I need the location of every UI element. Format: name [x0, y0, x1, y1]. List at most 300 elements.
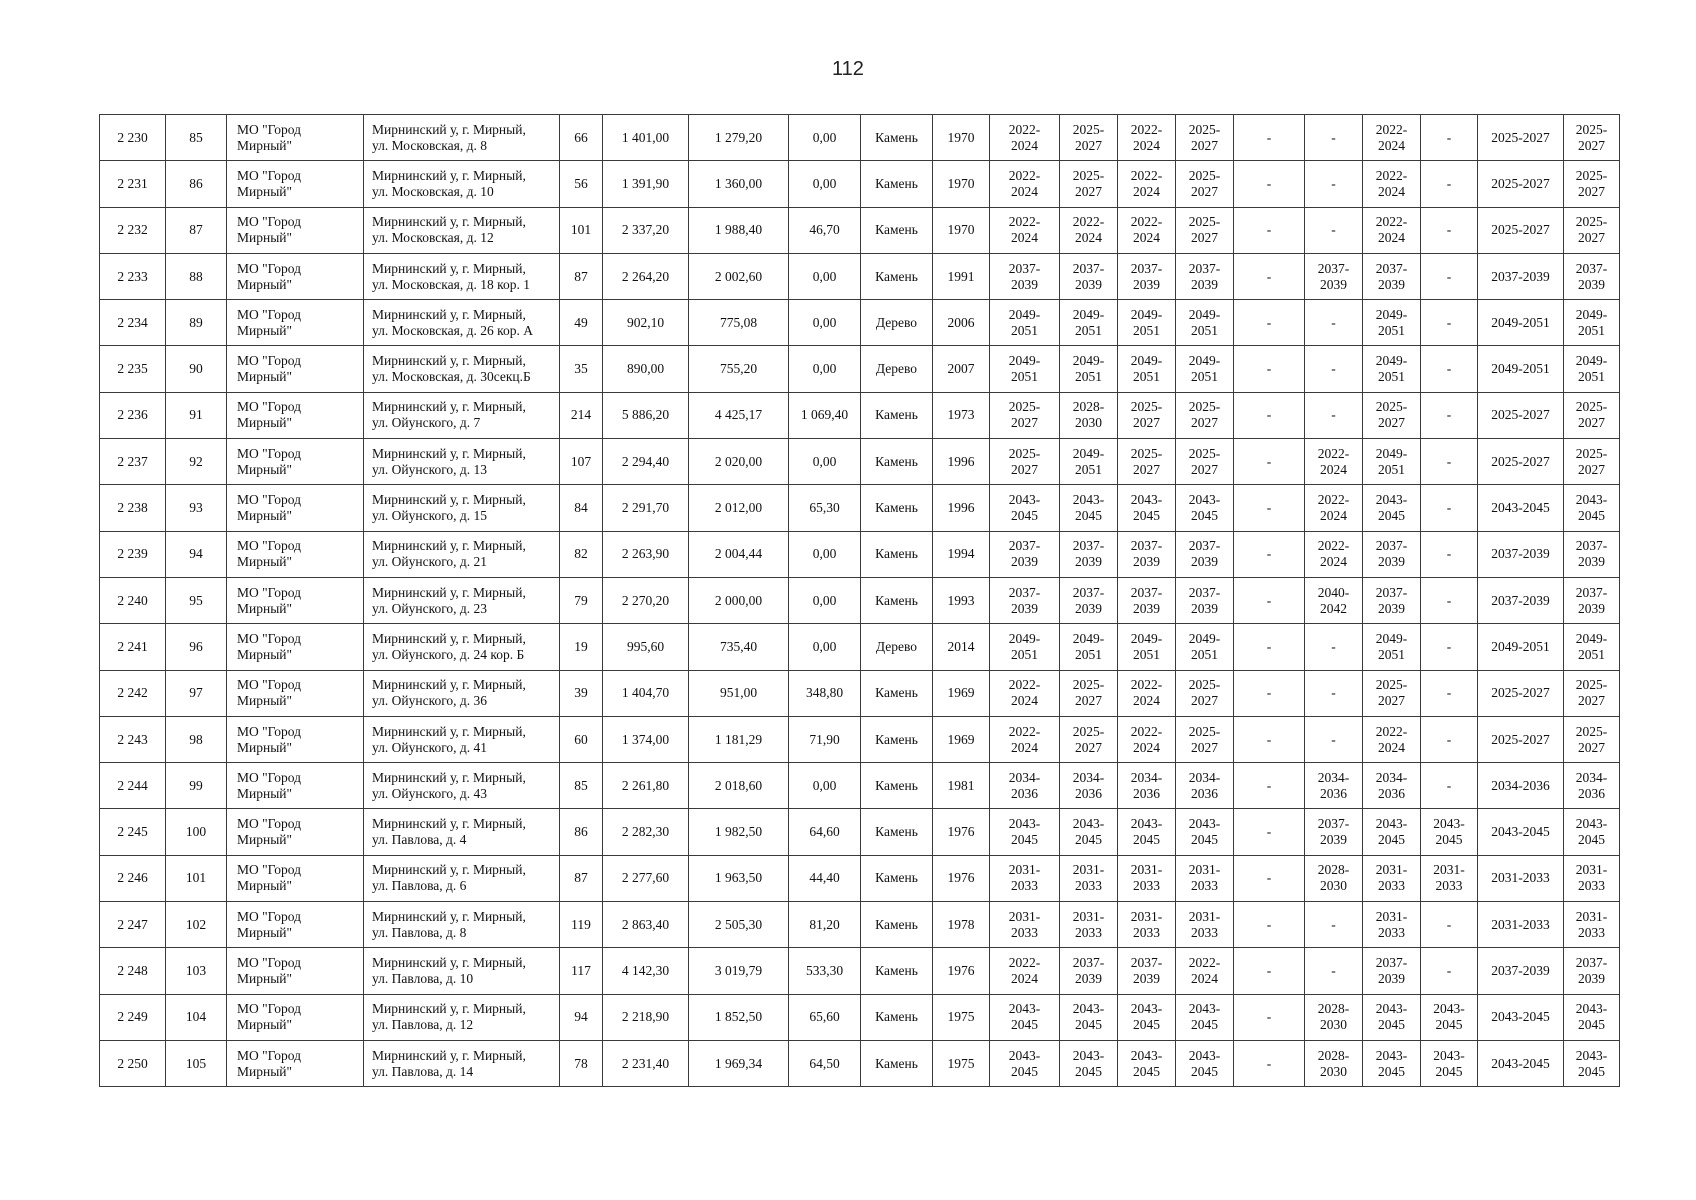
wall-material-cell: Камень — [861, 1040, 933, 1086]
nonresidential-area-cell: 65,30 — [789, 485, 861, 531]
work-period-2-cell: 2049- 2051 — [1060, 346, 1118, 392]
work-period-6-cell: 2022- 2024 — [1305, 485, 1363, 531]
work-period-10-cell: 2025- 2027 — [1564, 670, 1620, 716]
work-period-8-cell: 2031- 2033 — [1421, 855, 1478, 901]
municipality-cell: МО "Город Мирный" — [227, 439, 364, 485]
work-period-8-cell: 2043- 2045 — [1421, 994, 1478, 1040]
municipality-cell: МО "Город Мирный" — [227, 161, 364, 207]
work-period-1-cell: 2037- 2039 — [990, 253, 1060, 299]
total-area-cell: 2 263,90 — [603, 531, 689, 577]
municipality-cell: МО "Город Мирный" — [227, 716, 364, 762]
work-period-5-cell: - — [1234, 809, 1305, 855]
work-period-5-cell: - — [1234, 716, 1305, 762]
work-period-1-cell: 2031- 2033 — [990, 902, 1060, 948]
work-period-10-cell: 2031- 2033 — [1564, 855, 1620, 901]
work-period-2-cell: 2031- 2033 — [1060, 902, 1118, 948]
work-period-2-cell: 2031- 2033 — [1060, 855, 1118, 901]
address-cell: Мирнинский у, г. Мирный, ул. Ойунского, д. 13 — [364, 439, 560, 485]
registry-number-cell: 2 230 — [100, 115, 166, 161]
table-row — [100, 439, 1620, 485]
work-period-1-cell: 2037- 2039 — [990, 531, 1060, 577]
wall-material-cell: Камень — [861, 948, 933, 994]
municipality-cell: МО "Город Мирный" — [227, 207, 364, 253]
table-body — [100, 115, 1620, 1087]
residents-cell: 101 — [560, 207, 603, 253]
wall-material-cell: Камень — [861, 253, 933, 299]
work-period-5-cell: - — [1234, 346, 1305, 392]
nonresidential-area-cell: 64,50 — [789, 1040, 861, 1086]
wall-material-cell: Камень — [861, 392, 933, 438]
work-period-8-cell: - — [1421, 253, 1478, 299]
nonresidential-area-cell: 0,00 — [789, 763, 861, 809]
work-period-6-cell: 2022- 2024 — [1305, 439, 1363, 485]
work-period-10-cell: 2031- 2033 — [1564, 902, 1620, 948]
row-index-cell: 102 — [166, 902, 227, 948]
build-year-cell: 1969 — [933, 716, 990, 762]
municipality-cell: МО "Город Мирный" — [227, 300, 364, 346]
build-year-cell: 1975 — [933, 994, 990, 1040]
registry-number-cell: 2 233 — [100, 253, 166, 299]
work-period-9-cell: 2025-2027 — [1478, 439, 1564, 485]
residential-area-cell: 4 425,17 — [689, 392, 789, 438]
build-year-cell: 1993 — [933, 577, 990, 623]
work-period-9-cell: 2031-2033 — [1478, 855, 1564, 901]
work-period-7-cell: 2043- 2045 — [1363, 485, 1421, 531]
work-period-1-cell: 2037- 2039 — [990, 577, 1060, 623]
work-period-8-cell: 2043- 2045 — [1421, 1040, 1478, 1086]
work-period-2-cell: 2025- 2027 — [1060, 670, 1118, 716]
work-period-9-cell: 2043-2045 — [1478, 1040, 1564, 1086]
address-cell: Мирнинский у, г. Мирный, ул. Павлова, д. 14 — [364, 1040, 560, 1086]
work-period-6-cell: - — [1305, 902, 1363, 948]
address-cell: Мирнинский у, г. Мирный, ул. Ойунского, д. 41 — [364, 716, 560, 762]
work-period-3-cell: 2049- 2051 — [1118, 346, 1176, 392]
build-year-cell: 2007 — [933, 346, 990, 392]
work-period-1-cell: 2022- 2024 — [990, 115, 1060, 161]
row-index-cell: 96 — [166, 624, 227, 670]
row-index-cell: 89 — [166, 300, 227, 346]
work-period-3-cell: 2025- 2027 — [1118, 439, 1176, 485]
work-period-2-cell: 2028- 2030 — [1060, 392, 1118, 438]
municipality-cell: МО "Город Мирный" — [227, 115, 364, 161]
nonresidential-area-cell: 71,90 — [789, 716, 861, 762]
work-period-9-cell: 2049-2051 — [1478, 346, 1564, 392]
nonresidential-area-cell: 0,00 — [789, 253, 861, 299]
nonresidential-area-cell: 65,60 — [789, 994, 861, 1040]
wall-material-cell: Дерево — [861, 624, 933, 670]
work-period-8-cell: - — [1421, 207, 1478, 253]
build-year-cell: 1976 — [933, 855, 990, 901]
residents-cell: 107 — [560, 439, 603, 485]
work-period-7-cell: 2031- 2033 — [1363, 855, 1421, 901]
work-period-1-cell: 2022- 2024 — [990, 716, 1060, 762]
total-area-cell: 1 401,00 — [603, 115, 689, 161]
address-cell: Мирнинский у, г. Мирный, ул. Ойунского, д. 7 — [364, 392, 560, 438]
work-period-10-cell: 2025- 2027 — [1564, 439, 1620, 485]
work-period-5-cell: - — [1234, 577, 1305, 623]
work-period-6-cell: 2040- 2042 — [1305, 577, 1363, 623]
work-period-4-cell: 2043- 2045 — [1176, 485, 1234, 531]
work-period-5-cell: - — [1234, 1040, 1305, 1086]
work-period-3-cell: 2034- 2036 — [1118, 763, 1176, 809]
work-period-7-cell: 2025- 2027 — [1363, 392, 1421, 438]
residential-area-cell: 1 181,29 — [689, 716, 789, 762]
wall-material-cell: Дерево — [861, 346, 933, 392]
total-area-cell: 2 277,60 — [603, 855, 689, 901]
work-period-8-cell: - — [1421, 346, 1478, 392]
table-row — [100, 763, 1620, 809]
table-row — [100, 948, 1620, 994]
residential-area-cell: 755,20 — [689, 346, 789, 392]
row-index-cell: 87 — [166, 207, 227, 253]
municipality-cell: МО "Город Мирный" — [227, 531, 364, 577]
work-period-2-cell: 2049- 2051 — [1060, 300, 1118, 346]
nonresidential-area-cell: 0,00 — [789, 346, 861, 392]
work-period-9-cell: 2034-2036 — [1478, 763, 1564, 809]
work-period-10-cell: 2043- 2045 — [1564, 1040, 1620, 1086]
row-index-cell: 97 — [166, 670, 227, 716]
page-number: 112 — [832, 58, 864, 80]
work-period-9-cell: 2025-2027 — [1478, 392, 1564, 438]
address-cell: Мирнинский у, г. Мирный, ул. Московская, д. 30секц.Б — [364, 346, 560, 392]
build-year-cell: 1978 — [933, 902, 990, 948]
residential-area-cell: 735,40 — [689, 624, 789, 670]
work-period-3-cell: 2022- 2024 — [1118, 207, 1176, 253]
registry-number-cell: 2 240 — [100, 577, 166, 623]
work-period-10-cell: 2025- 2027 — [1564, 207, 1620, 253]
build-year-cell: 1976 — [933, 948, 990, 994]
work-period-5-cell: - — [1234, 485, 1305, 531]
build-year-cell: 1969 — [933, 670, 990, 716]
total-area-cell: 2 294,40 — [603, 439, 689, 485]
table-row — [100, 994, 1620, 1040]
work-period-10-cell: 2043- 2045 — [1564, 485, 1620, 531]
work-period-10-cell: 2049- 2051 — [1564, 346, 1620, 392]
work-period-1-cell: 2025- 2027 — [990, 439, 1060, 485]
residents-cell: 119 — [560, 902, 603, 948]
work-period-6-cell: - — [1305, 670, 1363, 716]
work-period-8-cell: - — [1421, 624, 1478, 670]
work-period-3-cell: 2022- 2024 — [1118, 161, 1176, 207]
work-period-6-cell: 2022- 2024 — [1305, 531, 1363, 577]
work-period-7-cell: 2049- 2051 — [1363, 624, 1421, 670]
registry-number-cell: 2 231 — [100, 161, 166, 207]
work-period-8-cell: - — [1421, 948, 1478, 994]
work-period-4-cell: 2025- 2027 — [1176, 115, 1234, 161]
residents-cell: 86 — [560, 809, 603, 855]
work-period-1-cell: 2022- 2024 — [990, 948, 1060, 994]
work-period-6-cell: 2028- 2030 — [1305, 1040, 1363, 1086]
table-row — [100, 670, 1620, 716]
work-period-3-cell: 2043- 2045 — [1118, 485, 1176, 531]
work-period-2-cell: 2043- 2045 — [1060, 485, 1118, 531]
work-period-6-cell: - — [1305, 300, 1363, 346]
nonresidential-area-cell: 533,30 — [789, 948, 861, 994]
work-period-2-cell: 2025- 2027 — [1060, 115, 1118, 161]
work-period-10-cell: 2025- 2027 — [1564, 115, 1620, 161]
work-period-7-cell: 2043- 2045 — [1363, 994, 1421, 1040]
residents-cell: 117 — [560, 948, 603, 994]
work-period-8-cell: - — [1421, 485, 1478, 531]
build-year-cell: 2006 — [933, 300, 990, 346]
municipality-cell: МО "Город Мирный" — [227, 670, 364, 716]
address-cell: Мирнинский у, г. Мирный, ул. Ойунского, д. 23 — [364, 577, 560, 623]
registry-number-cell: 2 247 — [100, 902, 166, 948]
work-period-10-cell: 2037- 2039 — [1564, 948, 1620, 994]
work-period-7-cell: 2025- 2027 — [1363, 670, 1421, 716]
work-period-2-cell: 2037- 2039 — [1060, 577, 1118, 623]
address-cell: Мирнинский у, г. Мирный, ул. Московская, д. 26 кор. А — [364, 300, 560, 346]
work-period-1-cell: 2049- 2051 — [990, 624, 1060, 670]
table-row — [100, 161, 1620, 207]
address-cell: Мирнинский у, г. Мирный, ул. Ойунского, д. 15 — [364, 485, 560, 531]
work-period-6-cell: - — [1305, 161, 1363, 207]
work-period-7-cell: 2037- 2039 — [1363, 253, 1421, 299]
address-cell: Мирнинский у, г. Мирный, ул. Павлова, д. 4 — [364, 809, 560, 855]
work-period-10-cell: 2025- 2027 — [1564, 161, 1620, 207]
work-period-7-cell: 2037- 2039 — [1363, 531, 1421, 577]
table-row — [100, 855, 1620, 901]
work-period-2-cell: 2043- 2045 — [1060, 809, 1118, 855]
work-period-1-cell: 2049- 2051 — [990, 346, 1060, 392]
work-period-8-cell: 2043- 2045 — [1421, 809, 1478, 855]
residential-area-cell: 1 988,40 — [689, 207, 789, 253]
row-index-cell: 93 — [166, 485, 227, 531]
work-period-8-cell: - — [1421, 577, 1478, 623]
work-period-3-cell: 2022- 2024 — [1118, 716, 1176, 762]
work-period-4-cell: 2031- 2033 — [1176, 855, 1234, 901]
municipality-cell: МО "Город Мирный" — [227, 902, 364, 948]
residential-area-cell: 1 982,50 — [689, 809, 789, 855]
municipality-cell: МО "Город Мирный" — [227, 577, 364, 623]
table-row — [100, 577, 1620, 623]
nonresidential-area-cell: 0,00 — [789, 439, 861, 485]
work-period-8-cell: - — [1421, 902, 1478, 948]
wall-material-cell: Камень — [861, 809, 933, 855]
work-period-1-cell: 2031- 2033 — [990, 855, 1060, 901]
work-period-1-cell: 2034- 2036 — [990, 763, 1060, 809]
residents-cell: 49 — [560, 300, 603, 346]
row-index-cell: 95 — [166, 577, 227, 623]
residential-area-cell: 1 279,20 — [689, 115, 789, 161]
total-area-cell: 2 863,40 — [603, 902, 689, 948]
work-period-7-cell: 2022- 2024 — [1363, 716, 1421, 762]
row-index-cell: 94 — [166, 531, 227, 577]
row-index-cell: 104 — [166, 994, 227, 1040]
wall-material-cell: Камень — [861, 161, 933, 207]
municipality-cell: МО "Город Мирный" — [227, 624, 364, 670]
work-period-1-cell: 2043- 2045 — [990, 485, 1060, 531]
work-period-3-cell: 2037- 2039 — [1118, 253, 1176, 299]
residential-area-cell: 2 004,44 — [689, 531, 789, 577]
work-period-6-cell: - — [1305, 948, 1363, 994]
work-period-9-cell: 2037-2039 — [1478, 948, 1564, 994]
registry-number-cell: 2 248 — [100, 948, 166, 994]
nonresidential-area-cell: 0,00 — [789, 161, 861, 207]
nonresidential-area-cell: 0,00 — [789, 531, 861, 577]
municipality-cell: МО "Город Мирный" — [227, 948, 364, 994]
address-cell: Мирнинский у, г. Мирный, ул. Павлова, д. 12 — [364, 994, 560, 1040]
work-period-5-cell: - — [1234, 300, 1305, 346]
work-period-3-cell: 2049- 2051 — [1118, 300, 1176, 346]
work-period-8-cell: - — [1421, 531, 1478, 577]
work-period-7-cell: 2049- 2051 — [1363, 439, 1421, 485]
registry-number-cell: 2 250 — [100, 1040, 166, 1086]
work-period-5-cell: - — [1234, 670, 1305, 716]
work-period-9-cell: 2043-2045 — [1478, 809, 1564, 855]
work-period-7-cell: 2043- 2045 — [1363, 809, 1421, 855]
work-period-5-cell: - — [1234, 531, 1305, 577]
municipality-cell: МО "Город Мирный" — [227, 485, 364, 531]
build-year-cell: 1981 — [933, 763, 990, 809]
residential-area-cell: 2 505,30 — [689, 902, 789, 948]
work-period-3-cell: 2043- 2045 — [1118, 809, 1176, 855]
nonresidential-area-cell: 0,00 — [789, 624, 861, 670]
work-period-4-cell: 2025- 2027 — [1176, 207, 1234, 253]
nonresidential-area-cell: 0,00 — [789, 577, 861, 623]
row-index-cell: 101 — [166, 855, 227, 901]
table-row — [100, 392, 1620, 438]
work-period-6-cell: - — [1305, 115, 1363, 161]
wall-material-cell: Камень — [861, 670, 933, 716]
row-index-cell: 88 — [166, 253, 227, 299]
row-index-cell: 85 — [166, 115, 227, 161]
municipality-cell: МО "Город Мирный" — [227, 994, 364, 1040]
wall-material-cell: Камень — [861, 485, 933, 531]
total-area-cell: 2 231,40 — [603, 1040, 689, 1086]
municipality-cell: МО "Город Мирный" — [227, 763, 364, 809]
residential-area-cell: 951,00 — [689, 670, 789, 716]
work-period-4-cell: 2022- 2024 — [1176, 948, 1234, 994]
work-period-4-cell: 2025- 2027 — [1176, 392, 1234, 438]
work-period-6-cell: 2037- 2039 — [1305, 253, 1363, 299]
build-year-cell: 1973 — [933, 392, 990, 438]
residential-area-cell: 2 020,00 — [689, 439, 789, 485]
total-area-cell: 5 886,20 — [603, 392, 689, 438]
wall-material-cell: Камень — [861, 994, 933, 1040]
work-period-4-cell: 2037- 2039 — [1176, 531, 1234, 577]
wall-material-cell: Камень — [861, 115, 933, 161]
work-period-10-cell: 2043- 2045 — [1564, 994, 1620, 1040]
address-cell: Мирнинский у, г. Мирный, ул. Ойунского, д. 24 кор. Б — [364, 624, 560, 670]
work-period-6-cell: 2034- 2036 — [1305, 763, 1363, 809]
municipality-cell: МО "Город Мирный" — [227, 392, 364, 438]
row-index-cell: 98 — [166, 716, 227, 762]
work-period-8-cell: - — [1421, 161, 1478, 207]
address-cell: Мирнинский у, г. Мирный, ул. Московская, д. 12 — [364, 207, 560, 253]
total-area-cell: 2 261,80 — [603, 763, 689, 809]
build-year-cell: 1996 — [933, 439, 990, 485]
total-area-cell: 902,10 — [603, 300, 689, 346]
row-index-cell: 90 — [166, 346, 227, 392]
table-row — [100, 624, 1620, 670]
residential-area-cell: 1 360,00 — [689, 161, 789, 207]
work-period-5-cell: - — [1234, 948, 1305, 994]
residents-cell: 82 — [560, 531, 603, 577]
work-period-2-cell: 2043- 2045 — [1060, 1040, 1118, 1086]
registry-number-cell: 2 237 — [100, 439, 166, 485]
registry-number-cell: 2 242 — [100, 670, 166, 716]
registry-number-cell: 2 232 — [100, 207, 166, 253]
registry-number-cell: 2 234 — [100, 300, 166, 346]
row-index-cell: 105 — [166, 1040, 227, 1086]
wall-material-cell: Камень — [861, 716, 933, 762]
municipality-cell: МО "Город Мирный" — [227, 1040, 364, 1086]
residents-cell: 35 — [560, 346, 603, 392]
work-period-9-cell: 2049-2051 — [1478, 624, 1564, 670]
work-period-4-cell: 2043- 2045 — [1176, 809, 1234, 855]
work-period-7-cell: 2022- 2024 — [1363, 207, 1421, 253]
residents-cell: 87 — [560, 855, 603, 901]
work-period-8-cell: - — [1421, 115, 1478, 161]
work-period-3-cell: 2043- 2045 — [1118, 1040, 1176, 1086]
residential-area-cell: 2 002,60 — [689, 253, 789, 299]
total-area-cell: 2 337,20 — [603, 207, 689, 253]
table-row — [100, 902, 1620, 948]
wall-material-cell: Камень — [861, 855, 933, 901]
build-year-cell: 1970 — [933, 115, 990, 161]
work-period-9-cell: 2043-2045 — [1478, 485, 1564, 531]
address-cell: Мирнинский у, г. Мирный, ул. Московская, д. 8 — [364, 115, 560, 161]
work-period-1-cell: 2022- 2024 — [990, 207, 1060, 253]
work-period-10-cell: 2049- 2051 — [1564, 624, 1620, 670]
municipality-cell: МО "Город Мирный" — [227, 809, 364, 855]
address-cell: Мирнинский у, г. Мирный, ул. Павлова, д. 8 — [364, 902, 560, 948]
residents-cell: 19 — [560, 624, 603, 670]
table-row — [100, 346, 1620, 392]
work-period-7-cell: 2031- 2033 — [1363, 902, 1421, 948]
residents-cell: 79 — [560, 577, 603, 623]
work-period-4-cell: 2043- 2045 — [1176, 994, 1234, 1040]
work-period-7-cell: 2022- 2024 — [1363, 161, 1421, 207]
municipality-cell: МО "Город Мирный" — [227, 253, 364, 299]
work-period-4-cell: 2049- 2051 — [1176, 624, 1234, 670]
address-cell: Мирнинский у, г. Мирный, ул. Ойунского, д. 21 — [364, 531, 560, 577]
residential-area-cell: 2 018,60 — [689, 763, 789, 809]
work-period-2-cell: 2037- 2039 — [1060, 948, 1118, 994]
work-period-2-cell: 2049- 2051 — [1060, 439, 1118, 485]
wall-material-cell: Камень — [861, 531, 933, 577]
build-year-cell: 1991 — [933, 253, 990, 299]
work-period-4-cell: 2049- 2051 — [1176, 346, 1234, 392]
work-period-9-cell: 2049-2051 — [1478, 300, 1564, 346]
work-period-5-cell: - — [1234, 763, 1305, 809]
residents-cell: 87 — [560, 253, 603, 299]
work-period-7-cell: 2034- 2036 — [1363, 763, 1421, 809]
work-period-9-cell: 2037-2039 — [1478, 577, 1564, 623]
work-period-10-cell: 2034- 2036 — [1564, 763, 1620, 809]
build-year-cell: 1970 — [933, 207, 990, 253]
nonresidential-area-cell: 348,80 — [789, 670, 861, 716]
registry-number-cell: 2 239 — [100, 531, 166, 577]
municipality-cell: МО "Город Мирный" — [227, 855, 364, 901]
residential-area-cell: 2 000,00 — [689, 577, 789, 623]
work-period-6-cell: 2028- 2030 — [1305, 994, 1363, 1040]
work-period-7-cell: 2037- 2039 — [1363, 577, 1421, 623]
wall-material-cell: Камень — [861, 439, 933, 485]
work-period-4-cell: 2037- 2039 — [1176, 253, 1234, 299]
residential-area-cell: 3 019,79 — [689, 948, 789, 994]
work-period-10-cell: 2025- 2027 — [1564, 716, 1620, 762]
work-period-10-cell: 2037- 2039 — [1564, 577, 1620, 623]
table-row — [100, 485, 1620, 531]
work-period-4-cell: 2025- 2027 — [1176, 670, 1234, 716]
residents-cell: 94 — [560, 994, 603, 1040]
table-row — [100, 300, 1620, 346]
work-period-4-cell: 2025- 2027 — [1176, 716, 1234, 762]
table-row — [100, 1040, 1620, 1086]
work-period-9-cell: 2025-2027 — [1478, 670, 1564, 716]
